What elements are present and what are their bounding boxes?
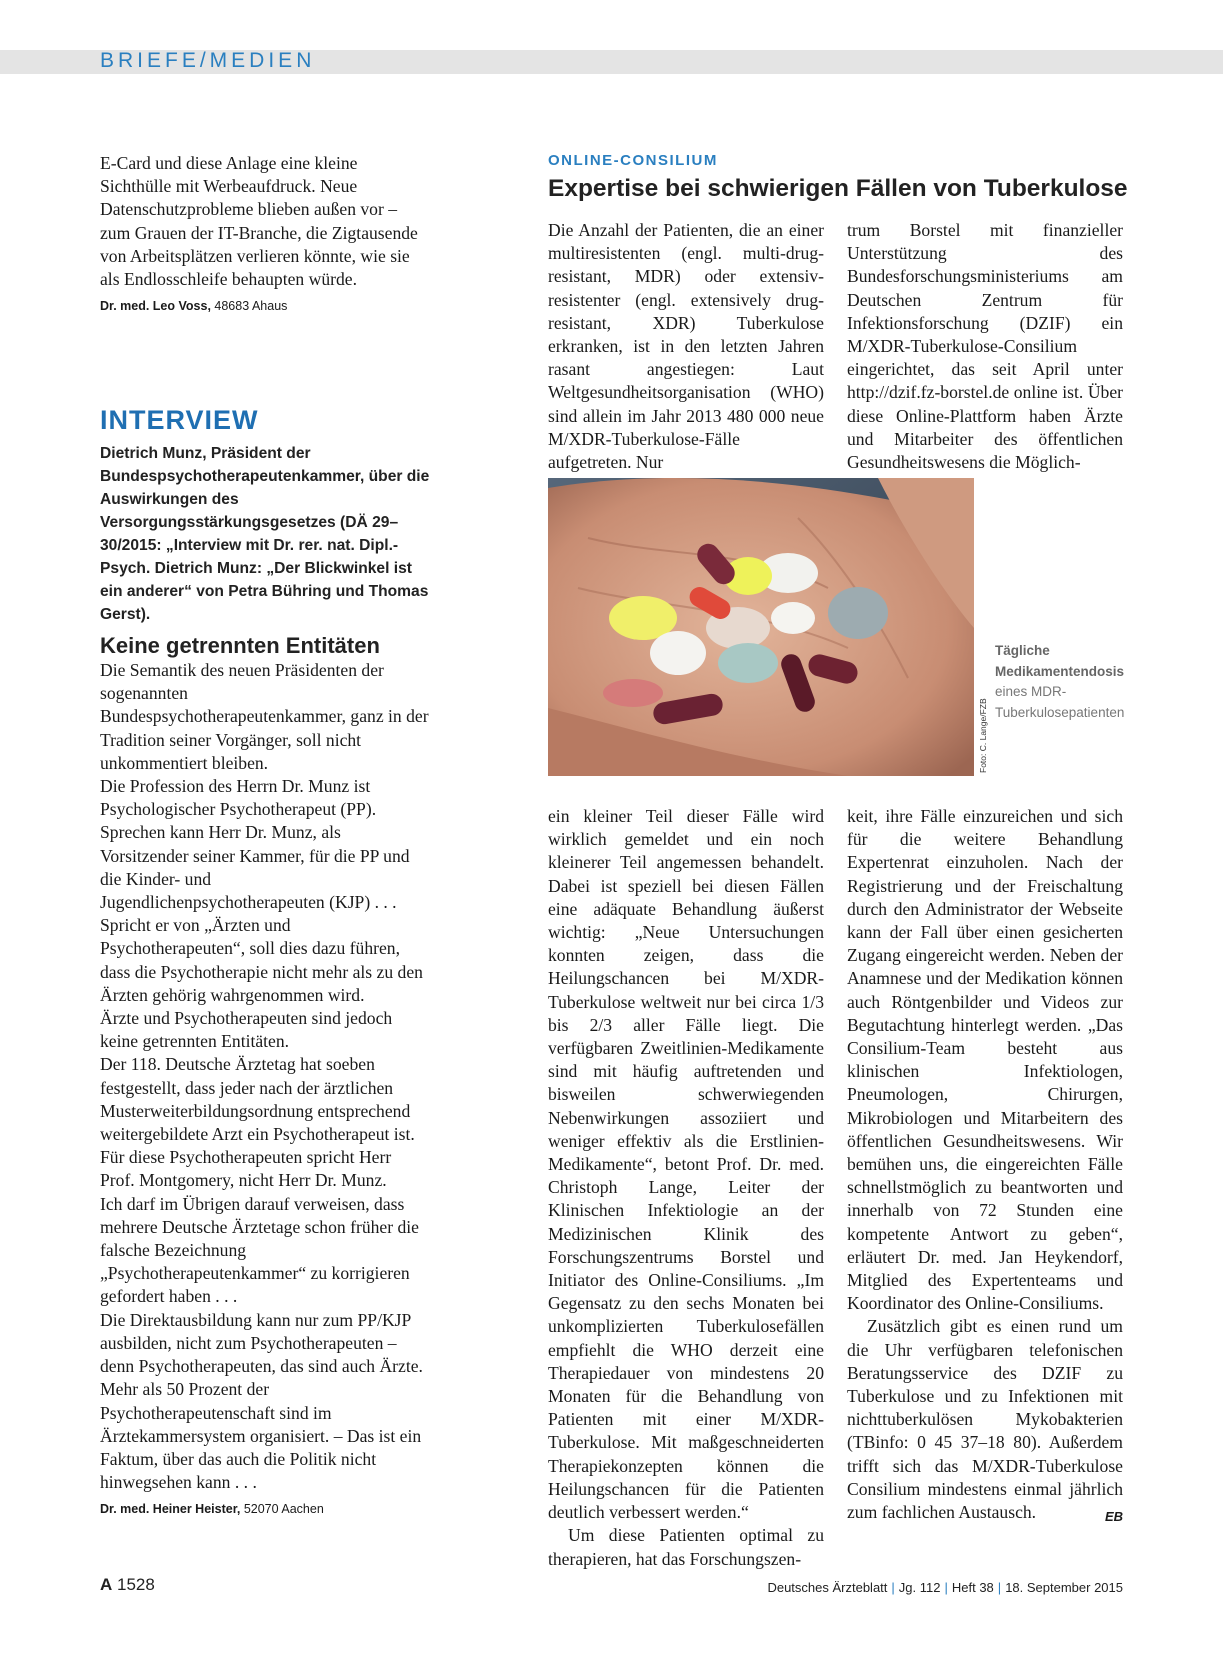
letter2-place: 52070 Aachen <box>243 1502 324 1517</box>
author-tag: EB <box>1104 1509 1123 1525</box>
journal-volume: Jg. 112 <box>898 1580 941 1595</box>
letter2-paragraph: Der 118. Deutsche Ärztetag hat soeben festgestellt, dass jeder nach der ärztlichen Musterweiterbildungsordnung entsprechend weitergebildete Arzt ein Psychotherapeut ist. <box>100 1054 415 1145</box>
article-paragraph: trum Borstel mit finanzieller Unterstützung des Bundesforschungsministeriums am Deutschen Zentrum für Infektionsforschung (DZIF) ein M/XDR-Tuberkulose-Consilium eingerichtet, das seit April unter http://dzif.fz-borstel.de online ist. Über diese Online-Plattform haben Ärzte und Mitarbeiter des öffentlichen Gesundheitswesens die Möglich- <box>847 220 1123 473</box>
page-prefix: A <box>100 1575 113 1594</box>
article-paragraph: ein kleiner Teil dieser Fälle wird wirklich gemeldet und ein noch kleinerer Teil angemessen behandelt. Dabei ist speziell bei diesen Fällen eine adäquate Behandlung äußerst wichtig: „Neue Untersuchungen konnten zeigen, dass die Heilungschancen bei M/XDR-Tuberkulose weltweit nur bei circa 1/3 bis 2/3 aller Fälle liegt. Die verfügbaren Zweitlinien-Medikamente sind mit häufig auftretenden und bisweilen schwerwiegenden Nebenwirkungen assoziiert und weniger effektiv als die Erstlinien-Medikamente“, betont Prof. Dr. med. Christoph Lange, Leiter der Klinischen Infektiologie an der Medizinischen Klinik des Forschungszentrums Borstel und Initiator des Online-Consiliums. „Im Gegensatz zu den sechs Monaten bei unkomplizierten Tuberkulosefällen empfiehlt die WHO derzeit eine Therapiedauer von mindestens 20 Monaten für die Behandlung von Patienten mit einer M/XDR-Tuberkulose. Mit maßgeschneiderten Therapiekonzepten können die Heilungschancen für die Patienten deutlich verbessert werden.“ <box>548 806 824 1523</box>
interview-heading: INTERVIEW <box>100 405 259 435</box>
article-col-a-top <box>548 219 824 474</box>
photo-credit-text: Foto: C. Lange/FZB <box>978 698 988 773</box>
letter1-paragraph: E-Card und diese Anlage eine kleine Sichthülle mit Werbeaufdruck. Neue Datenschutzprobleme blieben außen vor – zum Grauen der IT-Branche, die Zigtausende von Arbeitsplätzen verlieren könnte, wie sie als Endlosschleife behaupten würde. <box>100 153 418 290</box>
letter2-paragraph: Die Semantik des neuen Präsidenten der sogenannten Bundespsychotherapeutenkammer, ganz in der Tradition seiner Vorgänger, soll nicht unkommentiert bleiben. <box>100 660 429 773</box>
pills-in-hand-photo <box>548 478 974 776</box>
letter2-heading: Keine getrennten Entitäten <box>100 633 380 658</box>
journal-issue: Heft 38 <box>951 1580 994 1595</box>
article-kicker: ONLINE-CONSILIUM <box>548 152 718 169</box>
letter2-paragraph: Ärzte und Psychotherapeuten sind jedoch keine getrennten Entitäten. <box>100 1008 393 1052</box>
article-col-b-bottom <box>847 805 1123 1528</box>
separator: | <box>997 1580 1002 1595</box>
page-number-value: 1528 <box>117 1575 155 1594</box>
letter2-paragraph: Die Direktausbildung kann nur zum PP/KJP ausbilden, nicht zum Psychotherapeuten – denn Psychotherapeuten, das sind auch Ärzte. Mehr als 50 Prozent der Psychotherapeutenschaft sind im Ärztekammersystem organisiert. – Das ist ein Faktum, über das auch die Politik nicht hinwegsehen kann . . . <box>100 1309 423 1493</box>
letter2-paragraph: Ich darf im Übrigen darauf verweisen, dass mehrere Deutsche Ärztetage schon früher die falsche Bezeichnung „Psychotherapeutenkammer“ zu korrigieren gefordert haben . . . <box>100 1193 419 1307</box>
letter2-paragraph: Die Profession des Herrn Dr. Munz ist Psychologischer Psychotherapeut (PP). <box>100 776 377 820</box>
separator: | <box>944 1580 948 1595</box>
article-paragraph: Um diese Patienten optimal zu therapieren, hat das Forschungszen- <box>548 1525 824 1569</box>
letter2-body <box>100 659 430 1522</box>
photo-credit <box>974 698 988 775</box>
pills-illustration <box>548 478 974 776</box>
publication-info <box>767 1580 1123 1595</box>
separator: | <box>891 1580 895 1595</box>
caption-title: Tägliche Medikamentendosis <box>995 643 1125 679</box>
article-headline: Expertise bei schwierigen Fällen von Tuberkulose <box>548 175 1128 202</box>
page-number <box>100 1575 155 1595</box>
caption-text: eines MDR-Tuberkulosepatienten <box>995 684 1125 720</box>
letter2-paragraph: Sprechen kann Herr Dr. Munz, als Vorsitzender seiner Kammer, für die PP und die Kinder- und Jugendlichenpsychotherapeuten (KJP) . . . <box>100 822 410 913</box>
article-paragraph <box>847 1315 1123 1524</box>
article-paragraph: keit, ihre Fälle einzureichen und sich für die weitere Behandlung Expertenrat einzuholen. Nach der Registrierung und der Freischaltung durch den Administrator der Webseite kann der Fall über einen gesicherten Zugang eingereicht werden. Neben der Anamnese und der Medikation können auch Röntgenbilder und Videos zur Begutachtung hinterlegt werden. „Das Consilium-Team besteht aus klinischen Infektiologen, Pneumologen, Chirurgen, Mikrobiologen und Mitarbeitern des öffentlichen Gesundheitswesens. Wir bemühen uns, die eingereichten Fälle schnellstmöglich zu beantworten und innerhalb von 72 Stunden eine kompetente Antwort zu geben“, erläutert Dr. med. Jan Heykendorf, Mitglied des Expertenteams und Koordinator des Online-Consiliums. <box>847 806 1123 1314</box>
letter2-paragraph: Spricht er von „Ärzten und Psychotherapeuten“, soll dies dazu führen, dass die Psychotherapie nicht mehr als zu den Ärzten gehörig wahrgenommen wird. <box>100 915 423 1005</box>
photo-caption <box>995 641 1125 723</box>
article-paragraph-text: Zusätzlich gibt es einen rund um die Uhr verfügbaren telefonischen Beratungsservice des DZIF zu Tuberkulose und zu Infektionen mit nichttuberkulösen Mykobakterien (TBinfo: 0 45 37–18 80). Außerdem trifft sich das M/XDR-Tuberkulose Consilium mindestens einmal jährlich zum fachlichen Austausch. <box>847 1316 1123 1523</box>
letter1-body <box>100 152 430 318</box>
article-col-b-top <box>847 219 1123 474</box>
letter2-paragraph: Für diese Psychotherapeuten spricht Herr Prof. Montgomery, nicht Herr Dr. Munz. <box>100 1147 392 1191</box>
journal-date: 18. September 2015 <box>1005 1580 1123 1595</box>
journal-name: Deutsches Ärzteblatt <box>767 1580 888 1595</box>
letter1-place: 48683 Ahaus <box>214 299 288 314</box>
letter1-signature <box>100 295 430 318</box>
interview-summary: Dietrich Munz, Präsident der Bundespsychotherapeutenkammer, über die Auswirkungen des Versorgungsstärkungsgesetzes (DÄ 29–30/2015: „Interview mit Dr. rer. nat. Dipl.-Psych. Dietrich Munz: „Der Blickwinkel ist ein anderer“ von Petra Bühring und Thomas Gerst). <box>100 445 430 623</box>
letter2-author: Dr. med. Heiner Heister, <box>100 1502 241 1517</box>
letter1-author: Dr. med. Leo Voss, <box>100 299 211 314</box>
article-col-a-bottom <box>548 805 824 1571</box>
letter2-signature <box>100 1498 430 1521</box>
article-paragraph: Die Anzahl der Patienten, die an einer multiresistenten (engl. multi-drug-resistant, MDR) oder extensiv-resistenter (engl. extensively drug-resistant, XDR) Tuberkulose erkranken, ist in den letzten Jahren rasant angestiegen: Laut Weltgesundheitsorganisation (WHO) sind allein im Jahr 2013 480 000 neue M/XDR-Tuberkulose-Fälle aufgetreten. Nur <box>548 220 824 473</box>
section-label: BRIEFE/MEDIEN <box>100 49 316 72</box>
